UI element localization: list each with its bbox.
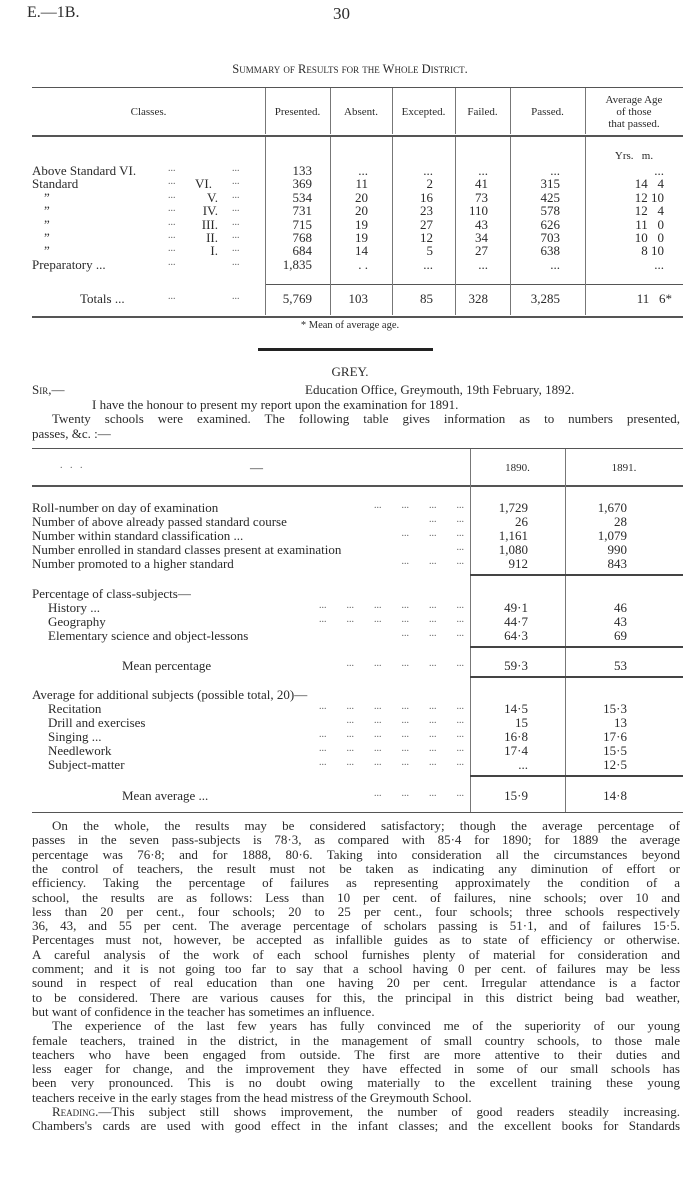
paragraph-line: Percentages must not, however, be accepted as infallible guides as to state of efficiency or otherwise. <box>32 932 680 948</box>
leader-dots: ... <box>232 243 240 255</box>
cell-failed: 43 <box>475 216 488 232</box>
cell-excepted: ... <box>423 163 433 178</box>
paragraph-line: Reading.—This subject still shows improvement, the number of good readers steadily increasing. <box>52 1104 680 1119</box>
value-1891: 17·6 <box>603 729 627 744</box>
leader-dots: ... ... ... <box>401 556 464 567</box>
cell-absent: 19 <box>355 230 368 245</box>
paragraph-line: efficiency. Taking the percentage of failures as representing approximately the condition of a <box>32 875 680 891</box>
value-1891: 53 <box>614 658 627 673</box>
header-dash: — <box>250 460 263 475</box>
value-1891: 15·3 <box>603 701 627 716</box>
leader-dots: ... <box>168 189 176 201</box>
class-label: ” <box>44 203 50 219</box>
cell-failed: 41 <box>475 176 488 192</box>
leader-dots: ... <box>232 230 240 241</box>
column-header-1891: 1891. <box>611 462 637 474</box>
cell-passed: ... <box>550 163 560 178</box>
cell-presented: 534 <box>292 189 312 205</box>
table-rule <box>470 676 683 678</box>
row-label: Roll-number on day of examination <box>32 500 219 515</box>
leader-dots: ... ... ... ... ... ... <box>319 729 464 740</box>
value-1890: 44·7 <box>504 614 528 629</box>
leader-dots: ... <box>456 542 464 553</box>
leader-dots: ... ... ... ... ... <box>346 715 464 726</box>
table-rule <box>470 574 683 576</box>
row-label: Recitation <box>48 701 102 716</box>
class-label: Standard <box>32 176 79 192</box>
leader-dots: ... ... ... ... ... <box>346 658 464 669</box>
cell-passed: 315 <box>540 176 560 192</box>
paragraph-line: female teachers, trained in the district, in the management of small country schools, to those male <box>32 1032 680 1048</box>
total-age: 11 6* <box>636 291 672 306</box>
cell-passed: ... <box>550 256 560 272</box>
value-1890: 14·5 <box>504 701 528 716</box>
value-1891: 43 <box>614 614 627 629</box>
row-label: Drill and exercises <box>48 715 146 730</box>
section-divider <box>258 348 433 351</box>
column-header-average-age: Average Age <box>605 94 663 106</box>
total-presented: 5,769 <box>282 291 312 306</box>
paragraph-line: 36, 43, and 55 per cent. The average percentage of scholars passing is 51·1, and of failures 15·5. <box>32 918 680 934</box>
row-label: Average for additional subjects (possible total, 20)— <box>32 687 308 702</box>
value-1890: 1,080 <box>498 542 528 557</box>
cell-age: ... <box>654 163 664 178</box>
cell-age: ... <box>654 256 664 272</box>
report-reference: E.—1B. <box>27 4 80 21</box>
total-passed: 3,285 <box>530 291 560 306</box>
value-1890: 64·3 <box>504 628 528 643</box>
cell-excepted: ... <box>423 256 433 272</box>
paragraph-line: to be considered. There are various causes for this, the principal in this district being bad weather, <box>32 989 680 1005</box>
paragraph-line: less eager for change, and the improvement they have effected in some of our small schools has <box>32 1061 680 1077</box>
column-header: Classes. <box>130 106 167 118</box>
cell-passed: 425 <box>540 189 560 205</box>
leader-dots: ... <box>168 216 176 228</box>
cell-failed: 110 <box>468 203 488 219</box>
value-1890: 1,161 <box>498 528 528 543</box>
leader-dots: ... ... ... <box>401 628 464 639</box>
value-1891: 69 <box>614 628 627 643</box>
leader-dots: ... <box>168 163 176 174</box>
leader-dots: ... ... ... ... ... ... <box>319 614 464 625</box>
paragraph-line: sound in respect of real education than one having 20 per cent. Irregular attendance is a factor <box>32 975 680 991</box>
cell-excepted: 16 <box>420 189 433 205</box>
class-numeral: IV. <box>202 203 218 219</box>
row-label: Needlework <box>48 743 112 758</box>
value-1890: 15 <box>515 715 528 730</box>
leader-dots: ... <box>168 243 176 255</box>
leader-dots: ... ... ... ... <box>374 788 464 799</box>
leader-dots: ... <box>232 189 240 201</box>
cell-presented: 731 <box>292 203 312 219</box>
cell-presented: 1,835 <box>282 256 312 272</box>
row-label: Geography <box>48 614 106 629</box>
leader-dots: ... ... ... ... ... ... <box>319 743 464 754</box>
dateline: Education Office, Greymouth, 19th February, 1892. <box>305 382 575 397</box>
cell-passed: 638 <box>540 243 560 259</box>
paragraph-line: On the whole, the results may be considered satisfactory; though the average percentage of <box>52 818 680 833</box>
intro-line: passes, &c. :— <box>32 426 111 441</box>
cell-absent: 19 <box>355 216 368 232</box>
leader-dots: ... ... ... ... ... ... <box>319 600 464 611</box>
paragraph-line: but want of confidence in the teacher has sometimes an influence. <box>32 1003 375 1019</box>
class-numeral: II. <box>206 230 218 245</box>
value-1891: 15·5 <box>603 743 627 758</box>
class-label: ” <box>44 216 50 232</box>
age-units: Yrs. m. <box>614 150 654 162</box>
paragraph-line: teachers who have been engaged from outside. The first are more attentive to their duties and <box>32 1046 680 1062</box>
column-header: Absent. <box>344 106 378 118</box>
value-1891: 28 <box>614 514 627 529</box>
leader-dots: ... <box>168 203 176 215</box>
cell-age: 8 10 <box>641 243 664 259</box>
summary-footnote: * Mean of average age. <box>300 320 400 331</box>
page-number: 30 <box>333 4 350 23</box>
cell-excepted: 2 <box>426 176 433 192</box>
row-label: Subject-matter <box>48 757 125 772</box>
table-rule <box>32 485 683 487</box>
cell-failed: ... <box>478 163 488 178</box>
class-numeral: V. <box>207 189 218 205</box>
row-label: Elementary science and object-lessons <box>48 628 249 643</box>
cell-presented: 369 <box>292 176 312 192</box>
column-header: Passed. <box>531 106 564 118</box>
table-rule <box>32 316 683 318</box>
value-1891: 14·8 <box>603 788 627 803</box>
class-label: ” <box>44 243 50 259</box>
table-rule <box>32 812 683 813</box>
leader-dots: ... ... ... ... <box>374 500 464 511</box>
cell-failed: 73 <box>475 189 488 205</box>
row-label: Number enrolled in standard classes present at examination <box>32 542 342 557</box>
row-label: Singing ... <box>48 729 102 744</box>
paragraph-line: been very pronounced. This is no doubt owing materially to the excellent training these young <box>32 1075 680 1091</box>
paragraph-line: passes in the seven pass-subjects is 78·3, as compared with 85·4 for 1890; for 1889 the average <box>32 832 680 848</box>
value-1890: 59·3 <box>504 658 528 673</box>
value-1890: 912 <box>508 556 528 571</box>
value-1890: 26 <box>515 514 528 529</box>
leader-dots: ... <box>232 203 240 215</box>
row-label: Number of above already passed standard course <box>32 514 287 529</box>
value-1890: 15·9 <box>504 788 528 803</box>
cell-presented: 133 <box>292 163 312 178</box>
row-label: History ... <box>48 600 100 615</box>
cell-absent: 11 <box>355 176 368 192</box>
section-lead: Reading. <box>52 1104 99 1119</box>
paragraph-line: comment; and it is not going too far to say that a school having 0 per cent. of failures may be less <box>32 961 680 976</box>
value-1890: 49·1 <box>504 600 528 615</box>
cell-excepted: 27 <box>420 216 433 232</box>
leader-dots: ... ... ... ... ... ... <box>319 701 464 712</box>
leader-dots: ... <box>232 176 240 188</box>
column-header-1890: 1890. <box>505 462 530 474</box>
value-1890: 17·4 <box>504 743 528 758</box>
paragraph-line: the control of teachers, the result must not be taken as indicating any diminution of effort or <box>32 860 680 876</box>
intro-line: Twenty schools were examined. The following table gives information as to numbers presented, <box>52 411 680 426</box>
cell-presented: 768 <box>292 230 312 245</box>
value-1891: 12·5 <box>603 757 627 772</box>
table-rule <box>470 646 683 648</box>
row-label: Mean percentage <box>122 658 212 673</box>
value-1890: 16·8 <box>504 729 528 744</box>
cell-excepted: 23 <box>420 203 433 219</box>
cell-presented: 684 <box>292 243 312 259</box>
class-label: ” <box>44 230 50 245</box>
leader-dots: ... <box>168 176 176 188</box>
cell-presented: 715 <box>292 216 312 232</box>
leader-dots: ... ... ... ... ... ... <box>319 757 464 768</box>
summary-title: Summary of Results for the Whole District. <box>232 62 468 76</box>
cell-absent: . . <box>358 256 368 272</box>
cell-failed: 27 <box>475 243 488 259</box>
value-1891: 1,079 <box>597 528 627 543</box>
column-header: Presented. <box>274 106 321 118</box>
salutation: Sir,— <box>32 382 65 397</box>
intro-line: I have the honour to present my report upon the examination for 1891. <box>92 397 459 412</box>
cell-passed: 578 <box>540 203 560 219</box>
cell-absent: 20 <box>355 189 368 205</box>
row-label: Percentage of class-subjects— <box>32 586 191 601</box>
paragraph-line: A careful analysis of the work of each school furnishes plenty of material for consideration and <box>32 946 680 962</box>
row-label: Mean average ... <box>122 788 209 803</box>
totals-label: Totals ... <box>80 291 125 306</box>
cell-age: 11 0 <box>635 216 664 232</box>
paragraph-line: teachers receive in the early stages from the head mistress of the Greymouth School. <box>32 1089 472 1105</box>
column-header-average-age: of those <box>616 106 652 118</box>
cell-excepted: 12 <box>420 230 433 245</box>
header-dots: . . . <box>60 460 83 471</box>
value-1891: 13 <box>614 715 627 730</box>
value-1890: 1,729 <box>498 500 528 515</box>
leader-dots: ... <box>168 256 176 268</box>
cell-absent: ... <box>358 163 368 178</box>
cell-failed: 34 <box>475 230 488 245</box>
value-1891: 46 <box>614 600 627 615</box>
cell-age: 10 0 <box>634 230 664 245</box>
paragraph-line: The experience of the last few years has fully convinced me of the superiority of our young <box>52 1018 680 1034</box>
value-1891: 990 <box>607 542 627 557</box>
cell-age: 14 4 <box>634 176 664 192</box>
cell-failed: ... <box>478 256 488 272</box>
column-header-average-age: that passed. <box>608 118 660 130</box>
leader-dots: ... <box>232 291 240 302</box>
leader-dots: ... <box>168 291 176 302</box>
leader-dots: ... ... ... <box>401 528 464 539</box>
row-label: Number within standard classification ... <box>32 528 244 543</box>
cell-excepted: 5 <box>426 243 433 259</box>
leader-dots: ... <box>168 230 176 241</box>
leader-dots: ... ... <box>429 514 464 525</box>
paragraph-line: percentage was 76·8; and for 1888, 80·6. Taking into consideration all the circumstances beyond <box>32 846 680 862</box>
cell-age: 12 4 <box>634 203 664 219</box>
class-numeral: III. <box>201 216 218 232</box>
leader-dots: ... <box>232 163 240 174</box>
cell-passed: 626 <box>540 216 560 232</box>
column-header: Excepted. <box>401 106 446 118</box>
total-absent: 103 <box>348 291 368 306</box>
class-label: Above Standard VI. <box>32 163 137 178</box>
total-failed: 328 <box>468 291 488 306</box>
table-rule <box>470 775 683 777</box>
class-numeral: I. <box>210 243 218 259</box>
section-heading-grey: GREY. <box>331 364 369 379</box>
value-1890: ... <box>518 757 528 772</box>
value-1891: 843 <box>607 556 627 571</box>
paragraph-line: Chambers's cards are used with good effect in the infant classes; and the excellent books for Standards <box>32 1118 680 1134</box>
class-label: ” <box>44 189 50 205</box>
row-label: Number promoted to a higher standard <box>32 556 234 571</box>
cell-absent: 14 <box>355 243 368 259</box>
cell-passed: 703 <box>540 230 560 245</box>
class-label: Preparatory ... <box>32 256 106 272</box>
paragraph-line: school, the results are as follows: Less than 10 per cent. of failures, nine schools; over 10 and <box>32 889 680 905</box>
leader-dots: ... <box>232 216 240 228</box>
cell-absent: 20 <box>355 203 368 219</box>
class-numeral: VI. <box>195 176 212 192</box>
leader-dots: ... <box>232 256 240 268</box>
paragraph-line: less than 20 per cent., four schools; 20 to 25 per cent., four schools; three schools respectively <box>32 903 680 919</box>
column-header: Failed. <box>467 106 498 118</box>
table-rule <box>32 448 683 449</box>
table-rule <box>265 284 683 285</box>
total-excepted: 85 <box>420 291 433 306</box>
cell-age: 12 10 <box>634 189 664 205</box>
value-1891: 1,670 <box>597 500 627 515</box>
